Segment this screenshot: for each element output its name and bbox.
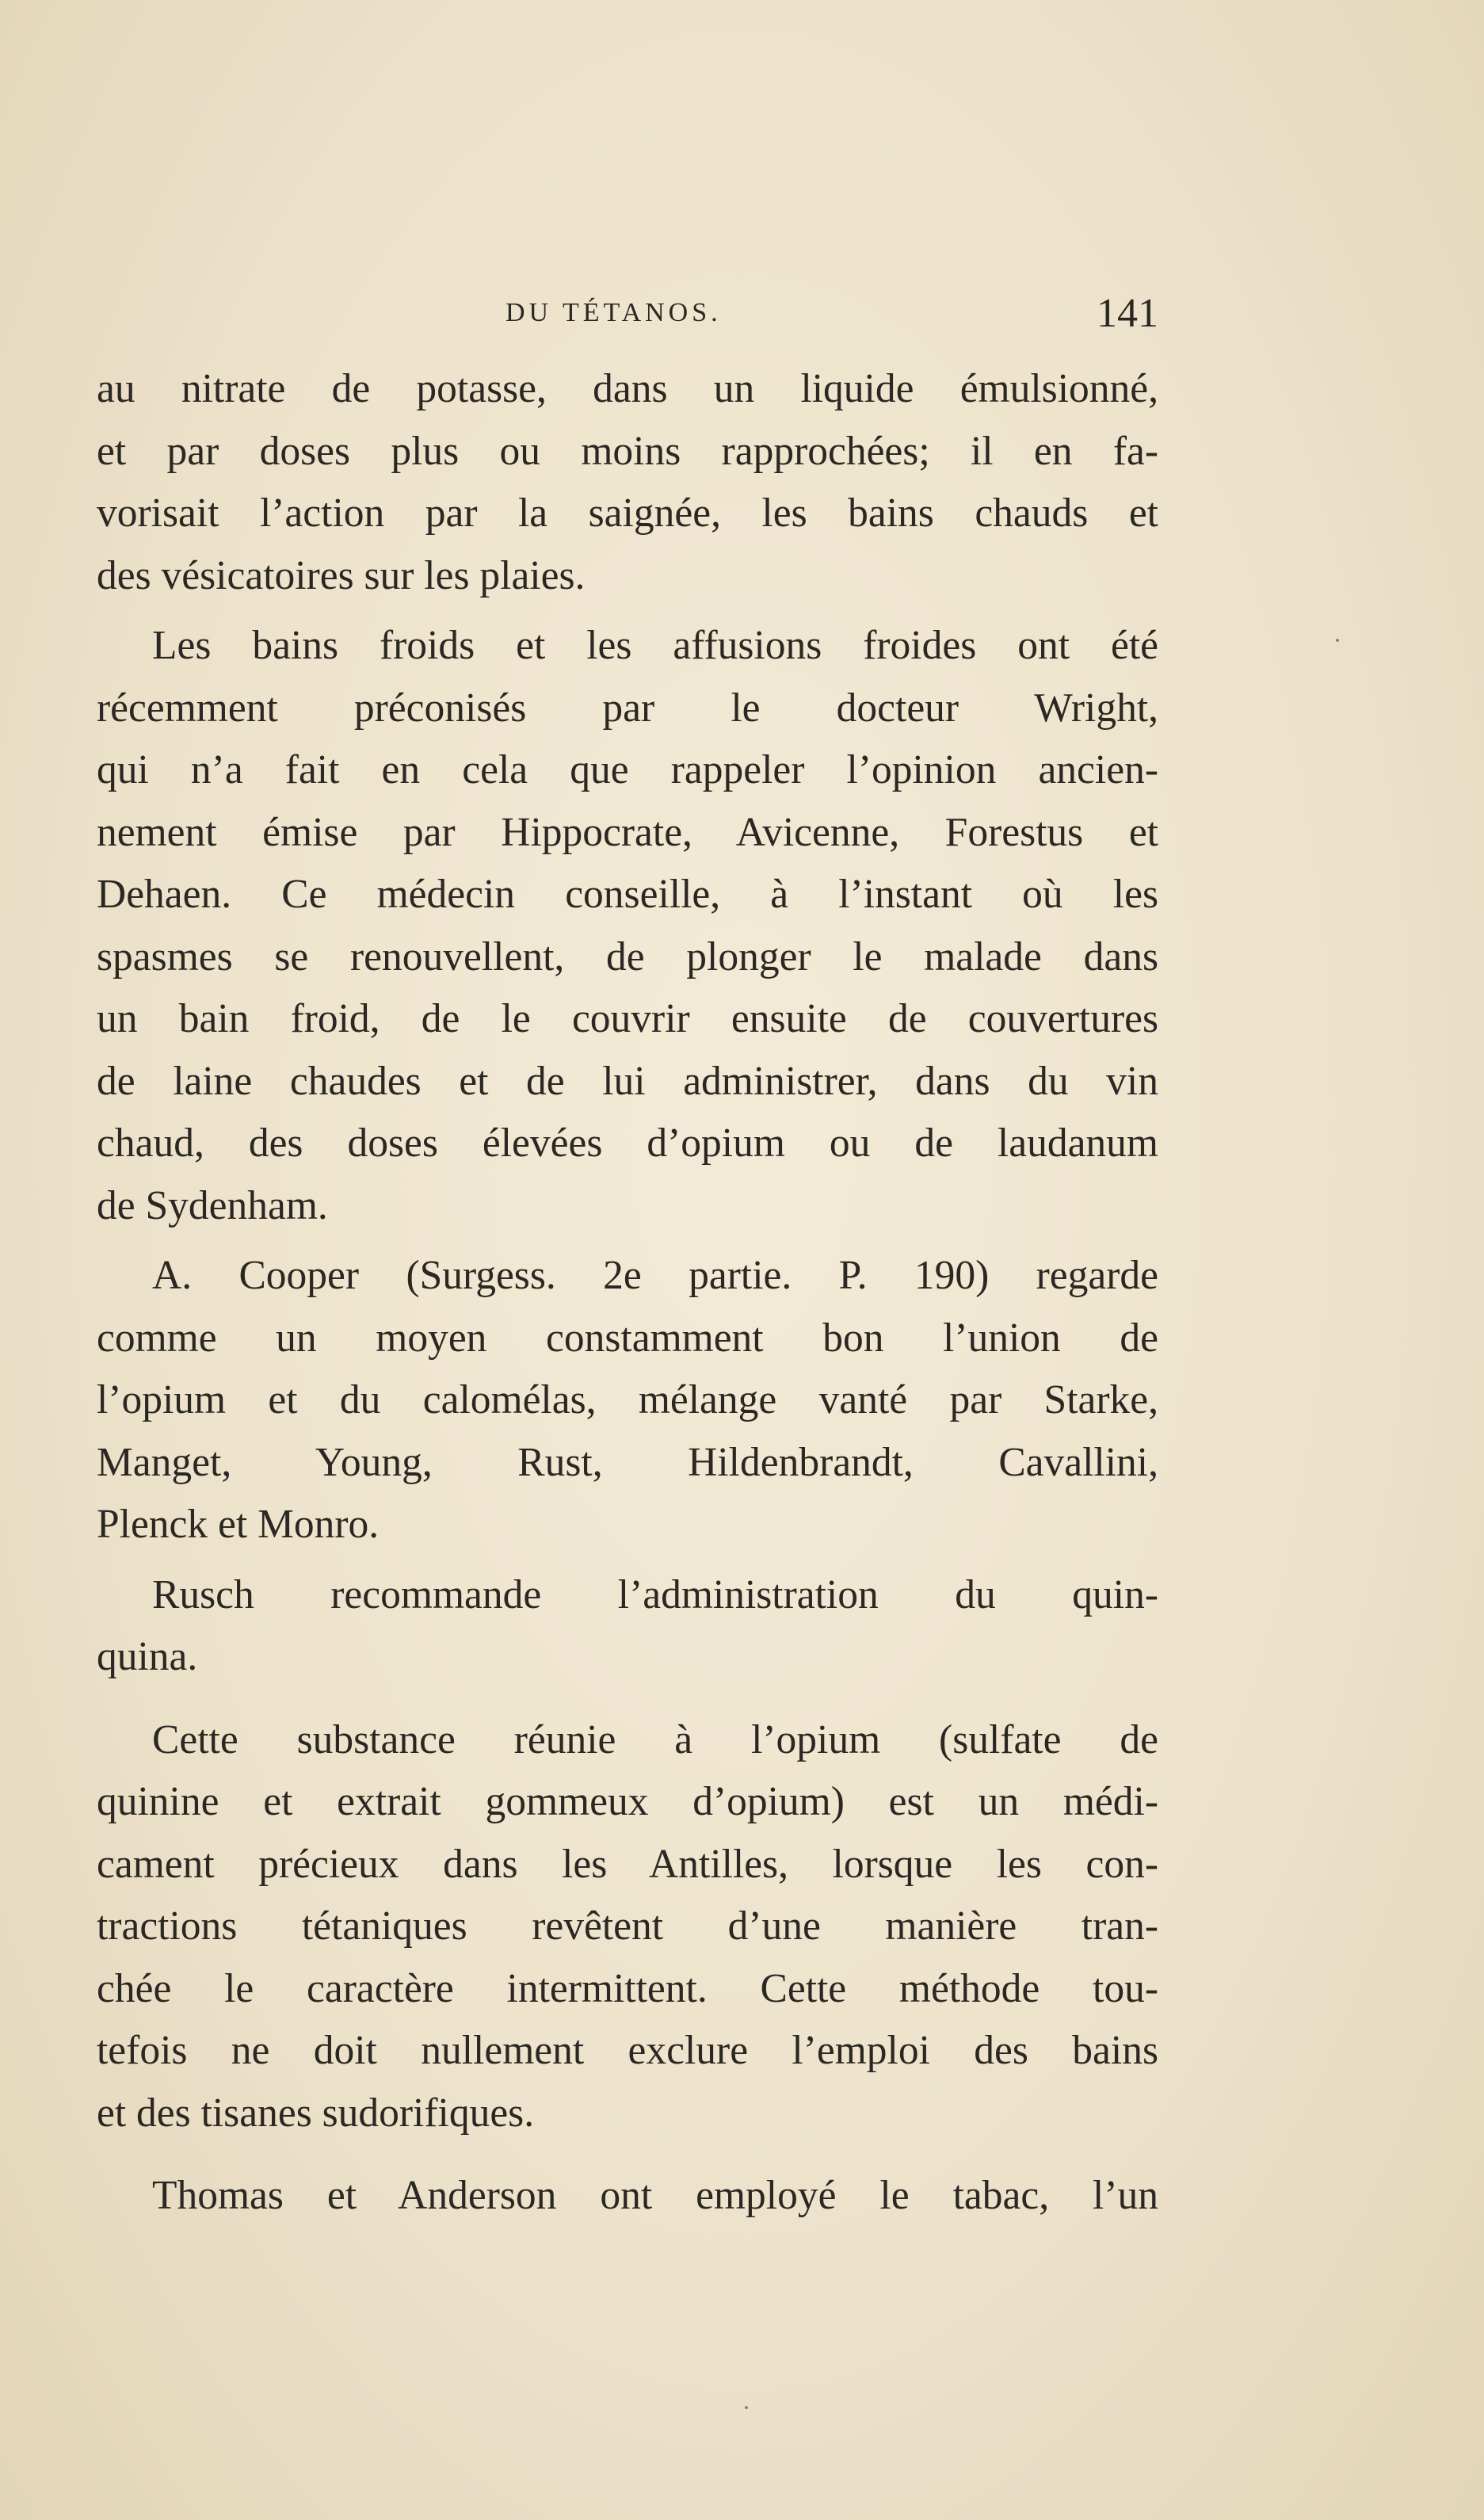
text-line: Rusch recommande l’administration du quin- (152, 1571, 1158, 1617)
text-line: comme un moyen constamment bon l’union de (97, 1315, 1158, 1361)
text-line: quina. (97, 1634, 198, 1679)
text-line: de laine chaudes et de lui administrer, dans du vin (97, 1058, 1158, 1104)
text-line: et par doses plus ou moins rapprochées; il en fa- (97, 428, 1158, 474)
page-header (97, 290, 1158, 346)
paper-speck (745, 2406, 748, 2409)
text-line: chée le caractère intermittent. Cette méthode tou- (97, 1965, 1158, 2011)
paper-speck (1336, 639, 1339, 642)
page-number: 141 (1097, 291, 1158, 336)
text-line: récemment préconisés par le docteur Wright, (97, 685, 1158, 731)
text-line: vorisait l’action par la saignée, les bains chauds et (97, 491, 1158, 536)
body-text (97, 358, 1158, 2228)
text-line: au nitrate de potasse, dans un liquide émulsionné, (97, 366, 1158, 411)
text-line: Les bains froids et les affusions froides ont été (152, 623, 1158, 668)
text-line: A. Cooper (Surgess. 2e partie. P. 190) regarde (152, 1253, 1158, 1298)
text-line: tractions tétaniques revêtent d’une manière tran- (97, 1903, 1158, 1949)
running-title: DU TÉTANOS. (505, 298, 722, 327)
text-line: chaud, des doses élevées d’opium ou de laudanum (97, 1121, 1158, 1166)
text-line: cament précieux dans les Antilles, lorsque les con- (97, 1841, 1158, 1887)
text-line: Manget, Young, Rust, Hildenbrandt, Cavallini, (97, 1439, 1158, 1485)
text-line: nement émise par Hippocrate, Avicenne, Forestus et (97, 809, 1158, 855)
text-line: Cette substance réunie à l’opium (sulfate de (152, 1716, 1158, 1762)
text-line: l’opium et du calomélas, mélange vanté par Starke, (97, 1377, 1158, 1422)
text-line: Plenck et Monro. (97, 1502, 380, 1547)
text-line: de Sydenham. (97, 1182, 328, 1228)
text-line: spasmes se renouvellent, de plonger le malade dans (97, 934, 1158, 979)
text-line: qui n’a fait en cela que rappeler l’opinion ancien- (97, 747, 1158, 792)
text-line: Dehaen. Ce médecin conseille, à l’instant où les (97, 872, 1158, 917)
text-line: des vésicatoires sur les plaies. (97, 552, 586, 598)
text-line: et des tisanes sudorifiques. (97, 2090, 535, 2136)
text-line: quinine et extrait gommeux d’opium) est un médi- (97, 1779, 1158, 1824)
text-line: tefois ne doit nullement exclure l’emploi des bains (97, 2028, 1158, 2073)
text-line: Thomas et Anderson ont employé le tabac, l’un (152, 2173, 1158, 2218)
text-line: un bain froid, de le couvrir ensuite de couvertures (97, 996, 1158, 1041)
